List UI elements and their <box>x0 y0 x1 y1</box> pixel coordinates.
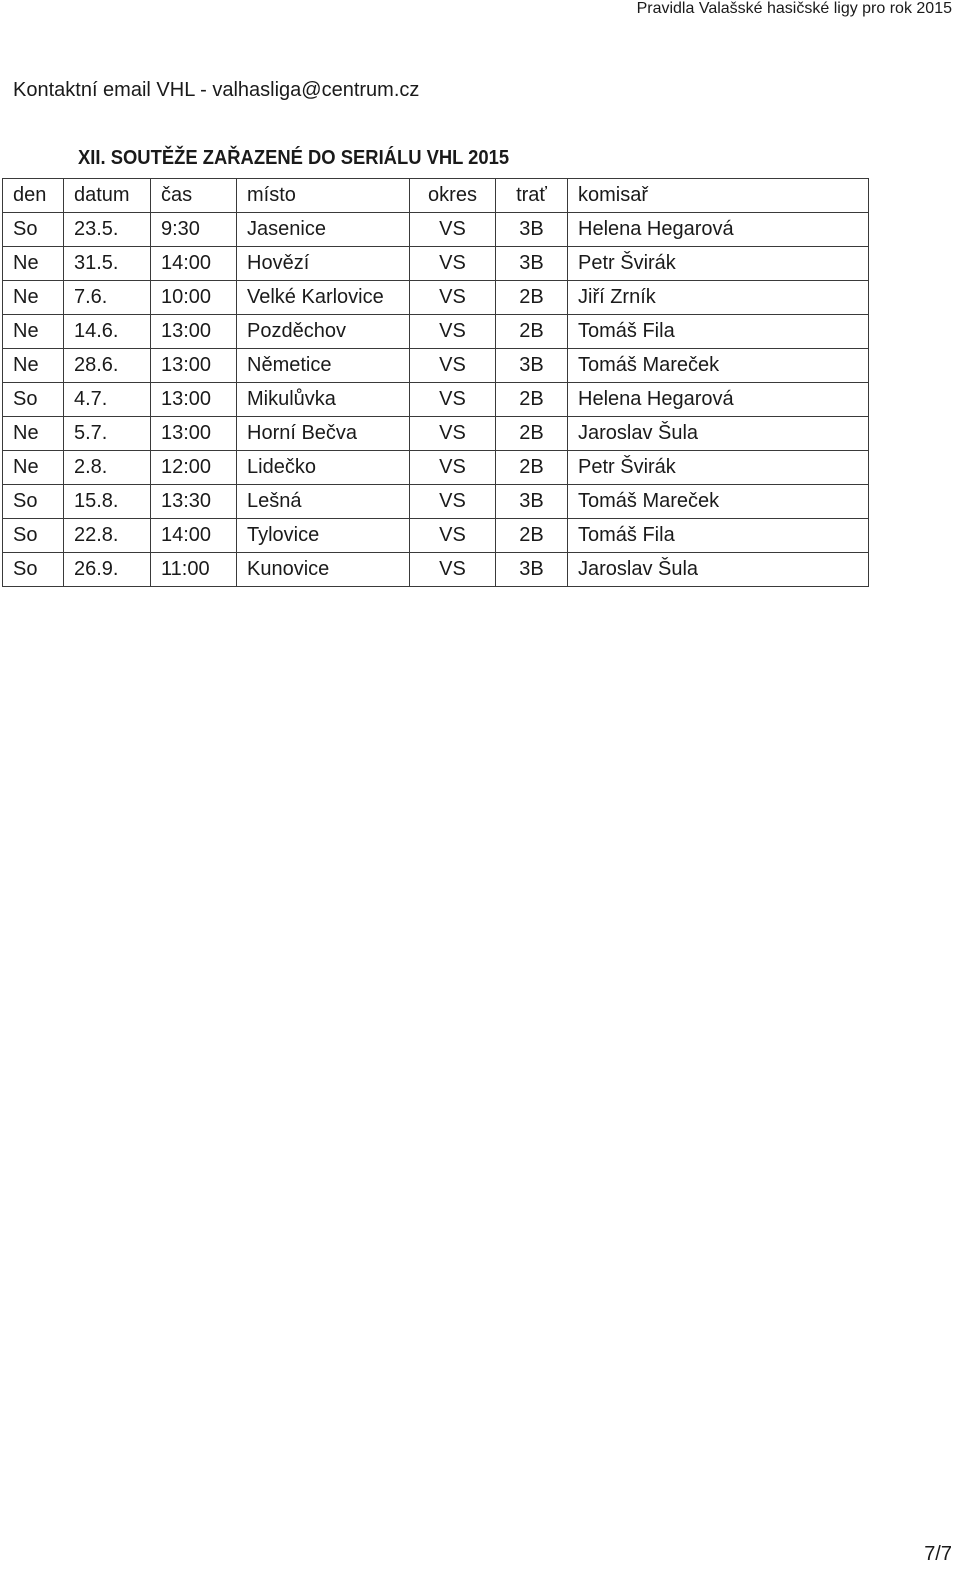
day-cell: So <box>3 213 64 247</box>
table-row <box>3 213 869 247</box>
section-title: XII. SOUTĚŽE ZAŘAZENÉ DO SERIÁLU VHL 2015 <box>78 147 510 169</box>
running-header: Pravidla Valašské hasičské ligy pro rok 2015 <box>636 0 952 17</box>
place-cell: Kunovice <box>237 553 410 587</box>
column-header-komisar: komisař <box>568 179 869 213</box>
table-row <box>3 451 869 485</box>
place-cell: Tylovice <box>237 519 410 553</box>
time-cell: 13:00 <box>151 383 237 417</box>
place-cell: Horní Bečva <box>237 417 410 451</box>
date-cell: 28.6. <box>64 349 151 383</box>
time-cell: 12:00 <box>151 451 237 485</box>
time-cell: 13:00 <box>151 315 237 349</box>
day-cell: So <box>3 553 64 587</box>
table-row <box>3 519 869 553</box>
day-cell: Ne <box>3 315 64 349</box>
column-header-misto: místo <box>237 179 410 213</box>
date-cell: 26.9. <box>64 553 151 587</box>
track-cell: 2B <box>496 315 568 349</box>
commissioner-cell: Tomáš Fila <box>568 519 869 553</box>
day-cell: So <box>3 383 64 417</box>
district-cell: VS <box>410 553 496 587</box>
district-cell: VS <box>410 383 496 417</box>
place-cell: Hovězí <box>237 247 410 281</box>
district-cell: VS <box>410 451 496 485</box>
date-cell: 22.8. <box>64 519 151 553</box>
date-cell: 2.8. <box>64 451 151 485</box>
table-row <box>3 247 869 281</box>
track-cell: 2B <box>496 519 568 553</box>
track-cell: 3B <box>496 349 568 383</box>
district-cell: VS <box>410 213 496 247</box>
commissioner-cell: Jaroslav Šula <box>568 553 869 587</box>
table-row <box>3 315 869 349</box>
place-cell: Mikulůvka <box>237 383 410 417</box>
track-cell: 3B <box>496 485 568 519</box>
column-header-okres: okres <box>410 179 496 213</box>
commissioner-cell: Helena Hegarová <box>568 383 869 417</box>
place-cell: Jasenice <box>237 213 410 247</box>
day-cell: Ne <box>3 349 64 383</box>
district-cell: VS <box>410 247 496 281</box>
commissioner-cell: Tomáš Mareček <box>568 485 869 519</box>
place-cell: Lidečko <box>237 451 410 485</box>
column-header-cas: čas <box>151 179 237 213</box>
commissioner-cell: Tomáš Fila <box>568 315 869 349</box>
day-cell: So <box>3 485 64 519</box>
track-cell: 2B <box>496 383 568 417</box>
place-cell: Němetice <box>237 349 410 383</box>
column-header-trat: trať <box>496 179 568 213</box>
track-cell: 2B <box>496 417 568 451</box>
table-row <box>3 553 869 587</box>
time-cell: 10:00 <box>151 281 237 315</box>
date-cell: 14.6. <box>64 315 151 349</box>
commissioner-cell: Petr Švirák <box>568 451 869 485</box>
day-cell: Ne <box>3 281 64 315</box>
contact-email-line: Kontaktní email VHL - valhasliga@centrum.cz <box>13 79 420 101</box>
commissioner-cell: Tomáš Mareček <box>568 349 869 383</box>
time-cell: 11:00 <box>151 553 237 587</box>
time-cell: 14:00 <box>151 519 237 553</box>
table-header-row <box>3 179 869 213</box>
date-cell: 23.5. <box>64 213 151 247</box>
place-cell: Velké Karlovice <box>237 281 410 315</box>
place-cell: Lešná <box>237 485 410 519</box>
column-header-den: den <box>3 179 64 213</box>
place-cell: Pozděchov <box>237 315 410 349</box>
district-cell: VS <box>410 519 496 553</box>
track-cell: 3B <box>496 213 568 247</box>
district-cell: VS <box>410 281 496 315</box>
column-header-datum: datum <box>64 179 151 213</box>
table-row <box>3 281 869 315</box>
day-cell: Ne <box>3 451 64 485</box>
commissioner-cell: Petr Švirák <box>568 247 869 281</box>
time-cell: 13:00 <box>151 417 237 451</box>
time-cell: 13:30 <box>151 485 237 519</box>
date-cell: 15.8. <box>64 485 151 519</box>
track-cell: 2B <box>496 281 568 315</box>
date-cell: 7.6. <box>64 281 151 315</box>
commissioner-cell: Helena Hegarová <box>568 213 869 247</box>
track-cell: 2B <box>496 451 568 485</box>
date-cell: 5.7. <box>64 417 151 451</box>
page-number: 7/7 <box>924 1543 952 1565</box>
day-cell: So <box>3 519 64 553</box>
table-row <box>3 349 869 383</box>
date-cell: 4.7. <box>64 383 151 417</box>
time-cell: 13:00 <box>151 349 237 383</box>
district-cell: VS <box>410 485 496 519</box>
table-row <box>3 383 869 417</box>
commissioner-cell: Jaroslav Šula <box>568 417 869 451</box>
table-row <box>3 485 869 519</box>
day-cell: Ne <box>3 247 64 281</box>
table-row <box>3 417 869 451</box>
district-cell: VS <box>410 349 496 383</box>
time-cell: 9:30 <box>151 213 237 247</box>
district-cell: VS <box>410 315 496 349</box>
day-cell: Ne <box>3 417 64 451</box>
track-cell: 3B <box>496 553 568 587</box>
commissioner-cell: Jiří Zrník <box>568 281 869 315</box>
date-cell: 31.5. <box>64 247 151 281</box>
track-cell: 3B <box>496 247 568 281</box>
time-cell: 14:00 <box>151 247 237 281</box>
competition-schedule-table <box>2 178 869 587</box>
district-cell: VS <box>410 417 496 451</box>
